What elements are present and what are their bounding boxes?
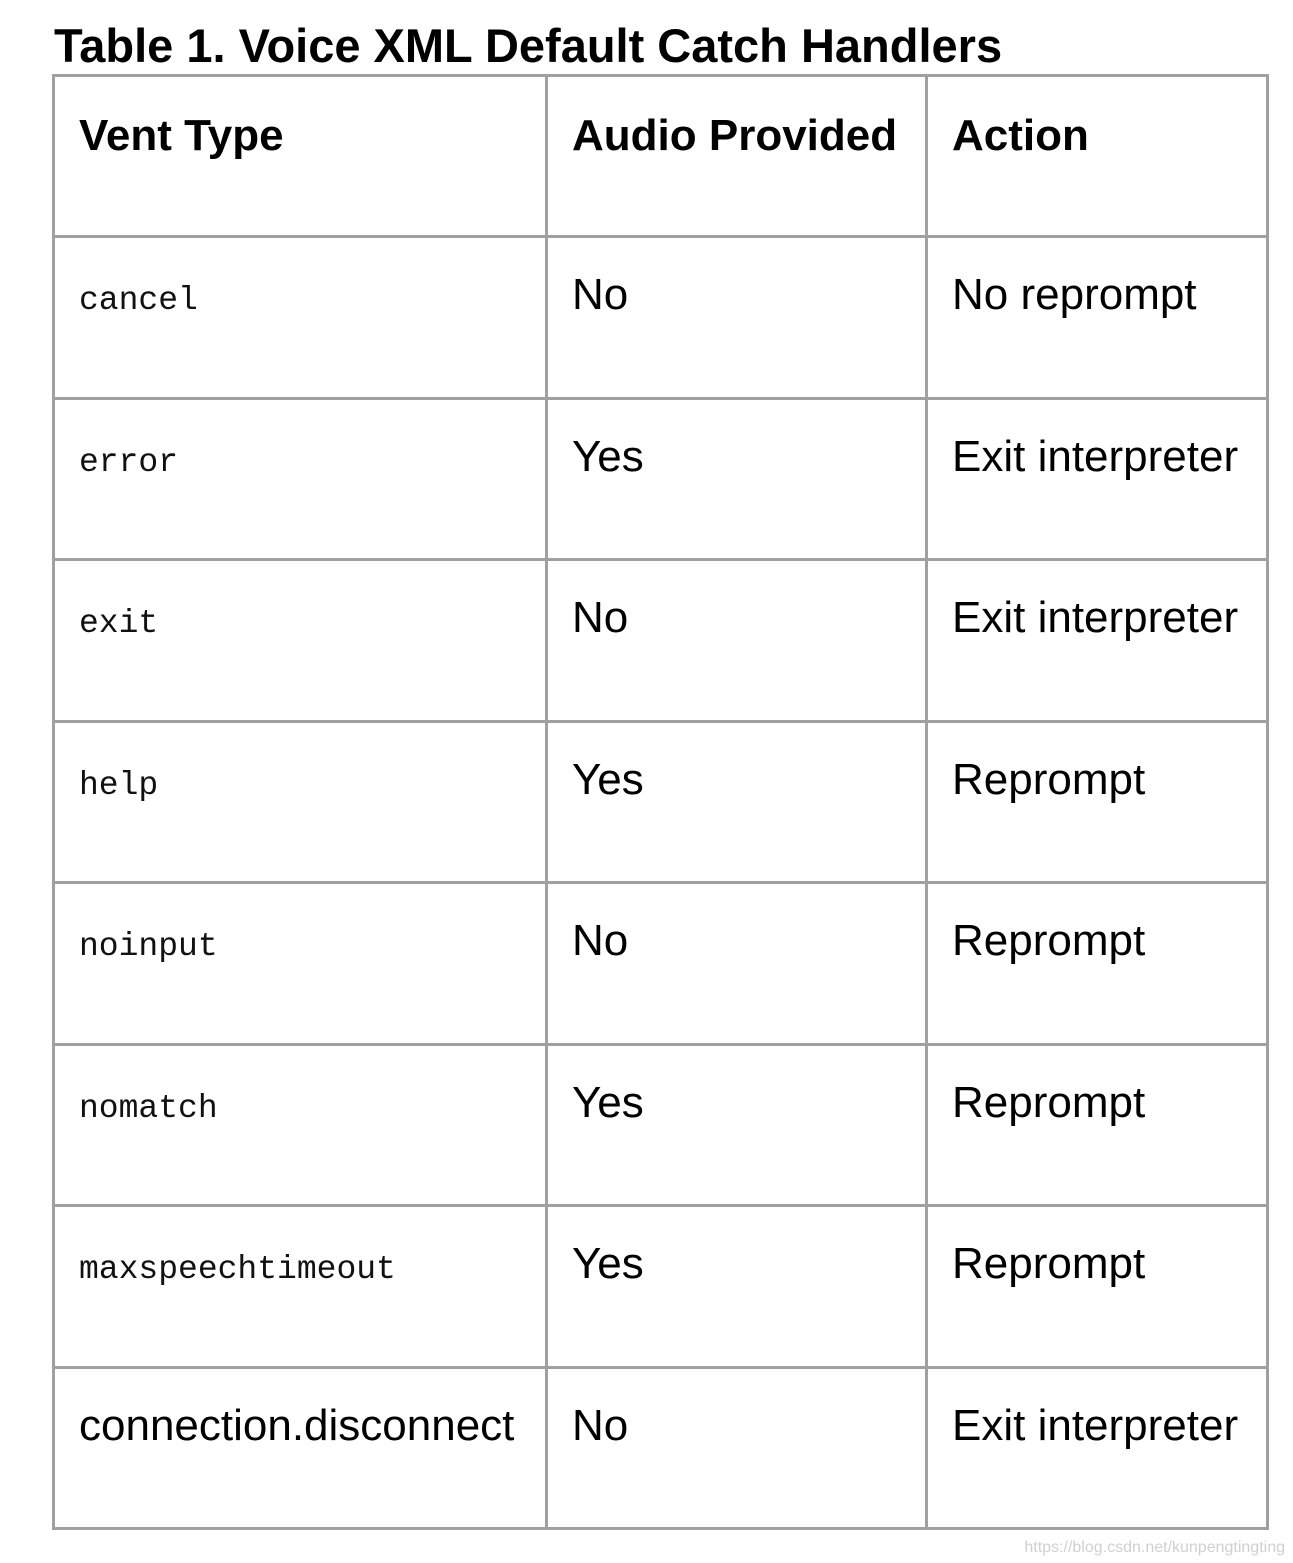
- catch-handlers-table: [52, 74, 1269, 1530]
- event-type-cell: exit: [54, 560, 547, 722]
- audio-provided-cell: No: [547, 237, 927, 399]
- audio-provided-cell: Yes: [547, 721, 927, 883]
- action-cell: Exit interpreter: [927, 1367, 1268, 1529]
- table-row: [54, 883, 1268, 1045]
- audio-provided-cell: No: [547, 1367, 927, 1529]
- event-type-cell: connection.disconnect: [54, 1367, 547, 1529]
- event-type-cell: help: [54, 721, 547, 883]
- action-cell: Reprompt: [927, 883, 1268, 1045]
- page-title: Table 1. Voice XML Default Catch Handlers: [54, 19, 1003, 72]
- event-type-cell: nomatch: [54, 1044, 547, 1206]
- audio-provided-cell: Yes: [547, 398, 927, 560]
- audio-provided-cell: No: [547, 560, 927, 722]
- table-row: [54, 721, 1268, 883]
- audio-provided-cell: No: [547, 883, 927, 1045]
- table-row: [54, 237, 1268, 399]
- column-header-event-type: Vent Type: [54, 76, 547, 237]
- table-row: [54, 1367, 1268, 1529]
- action-cell: Reprompt: [927, 1206, 1268, 1368]
- event-type-cell: maxspeechtimeout: [54, 1206, 547, 1368]
- table-header-row: [54, 76, 1268, 237]
- action-cell: No reprompt: [927, 237, 1268, 399]
- watermark-url: https://blog.csdn.net/kunpengtingting: [1024, 1539, 1285, 1556]
- table-row: [54, 560, 1268, 722]
- audio-provided-cell: Yes: [547, 1206, 927, 1368]
- action-cell: Reprompt: [927, 721, 1268, 883]
- column-header-audio-provided: Audio Provided: [547, 76, 927, 237]
- table-row: [54, 1206, 1268, 1368]
- action-cell: Exit interpreter: [927, 560, 1268, 722]
- event-type-cell: noinput: [54, 883, 547, 1045]
- table-row: [54, 1044, 1268, 1206]
- event-type-cell: error: [54, 398, 547, 560]
- column-header-action: Action: [927, 76, 1268, 237]
- event-type-cell: cancel: [54, 237, 547, 399]
- action-cell: Exit interpreter: [927, 398, 1268, 560]
- table-row: [54, 398, 1268, 560]
- action-cell: Reprompt: [927, 1044, 1268, 1206]
- audio-provided-cell: Yes: [547, 1044, 927, 1206]
